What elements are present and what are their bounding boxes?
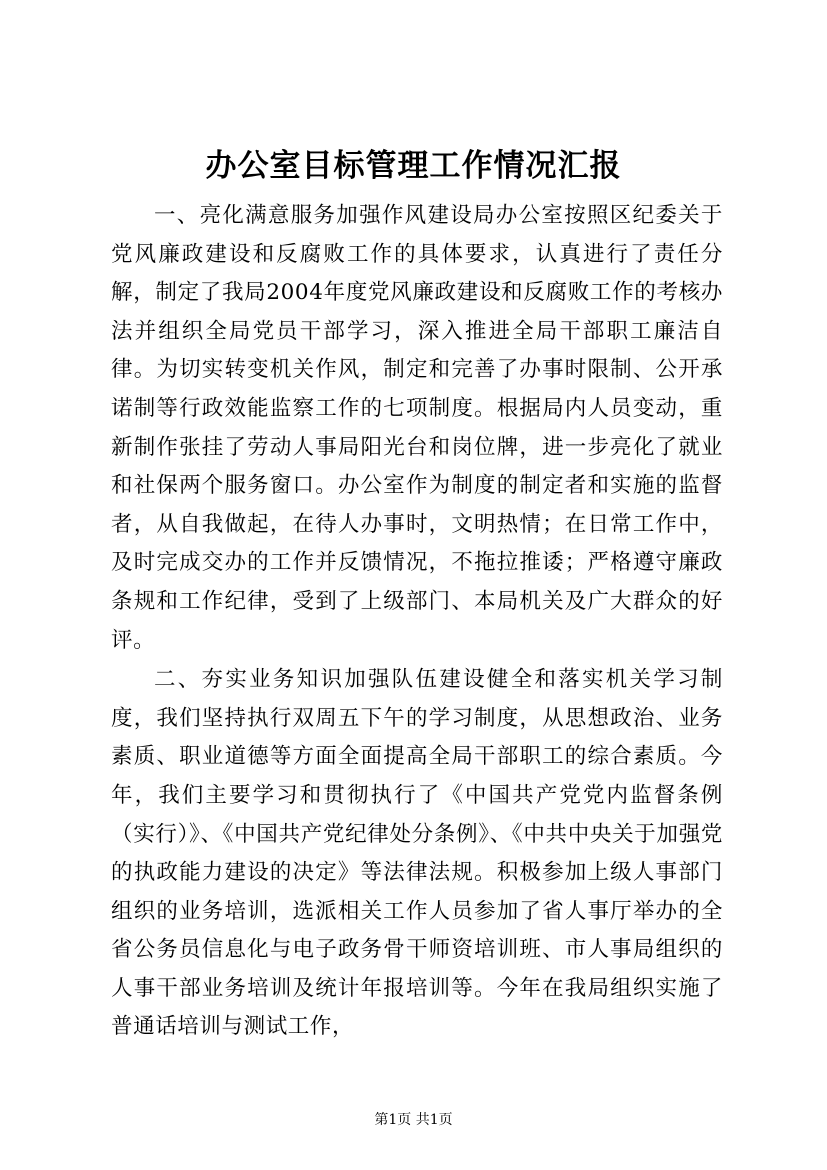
page-footer [0, 1110, 827, 1130]
page-number-label: 第1页 共1页 [374, 1112, 453, 1128]
paragraph-2: 二、夯实业务知识加强队伍建设健全和落实机关学习制度，我们坚持执行双周五下午的学习制度，从思想政治、业务素质、职业道德等方面全面提高全局干部职工的综合素质。今年，我们主要学习和贯彻执行了《中国共产党党内监督条例（实行）》、《中国共产党纪律处分条例》、《中共中央关于加强党的执政能力建设的决定》等法律法规。积极参加上级人事部门组织的业务培训，选派相关工作人员参加了省人事厅举办的全省公务员信息化与电子政务骨干师资培训班、市人事局组织的人事干部业务培训及统计年报培训等。今年在我局组织实施了普通话培训与测试工作， [111, 667, 723, 1040]
paragraph-1: 一、亮化满意服务加强作风建设局办公室按照区纪委关于党风廉政建设和反腐败工作的具体要求，认真进行了责任分解，制定了我局2004年度党风廉政建设和反腐败工作的考核办法并组织全局党员干部学习，深入推进全局干部职工廉洁自律。为切实转变机关作风，制定和完善了办事时限制、公开承诺制等行政效能监察工作的七项制度。根据局内人员变动，重新制作张挂了劳动人事局阳光台和岗位牌，进一步亮化了就业和社保两个服务窗口。办公室作为制度的制定者和实施的监督者，从自我做起，在待人办事时，文明热情；在日常工作中，及时完成交办的工作并反馈情况，不拖拉推诿；严格遵守廉政条规和工作纪律，受到了上级部门、本局机关及广大群众的好评。 [111, 203, 723, 653]
document-title: 办公室目标管理工作情况汇报 [205, 148, 622, 184]
document-body [111, 197, 723, 1048]
